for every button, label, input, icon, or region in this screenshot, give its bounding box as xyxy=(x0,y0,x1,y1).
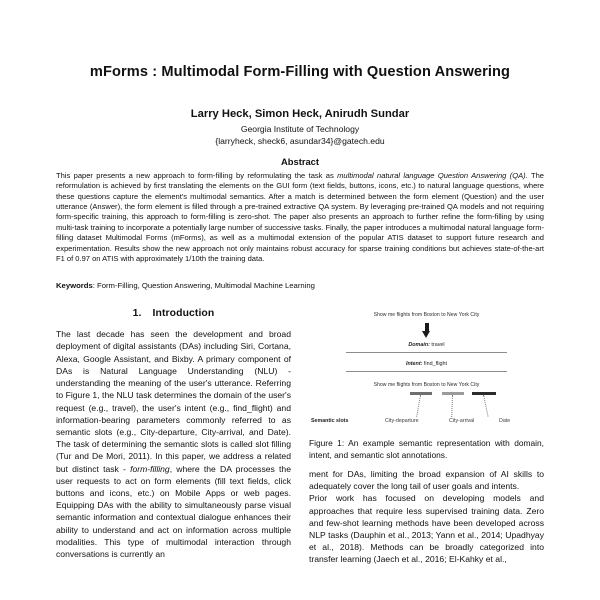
figure-1 xyxy=(309,308,544,461)
section-title: Introduction xyxy=(152,308,215,320)
slot-leader-line-1 xyxy=(416,395,421,417)
figure-1-caption xyxy=(309,438,544,461)
right-column-paragraph-1: ment for DAs, limiting the broad expansion of AI skills to adequately cover the long tail of user goals and intents. xyxy=(309,468,544,492)
abstract-heading: Abstract xyxy=(280,155,320,167)
section-number: 1. xyxy=(132,308,142,320)
abstract-text-a: This paper presents a new approach to form-filling by reformulating the task as xyxy=(56,170,338,180)
section-heading-introduction xyxy=(56,308,291,319)
figure-utterance-top: Show me flights from Boston to New York City xyxy=(373,312,480,319)
keywords xyxy=(56,281,544,292)
figure-caption-text: An example semantic representation with domain, intent, and semantic slot annotations. xyxy=(309,438,544,460)
author-list: Larry Heck, Simon Heck, Anirudh Sundar xyxy=(190,107,410,120)
figure-slot-3: Date xyxy=(499,418,511,425)
right-column-paragraph-2: Prior work has focused on developing models and approaches that require less supervised training data. Zero and few-shot learning methods have been developed across NLP tasks (Dauphin et al., 2013; Yann et al., 2014; Upadhyay et al., 2018). Methods can be broadly categorized into transfer learning (Jaech et al., 2016; El-Kahky et al., xyxy=(309,493,544,565)
figure-domain-row xyxy=(309,342,544,348)
slot-leader-line-2 xyxy=(451,395,453,417)
figure-divider-2 xyxy=(346,371,507,372)
figure-slot-1: City-departure xyxy=(385,418,419,425)
figure-1-graphic xyxy=(309,308,544,436)
intro-emphasis: form-filling xyxy=(130,463,170,474)
abstract-emphasis: multimodal natural language Question Answering (QA) xyxy=(337,170,526,180)
figure-intent-label: Intent: xyxy=(405,361,423,368)
keywords-value: : Form-Filling, Question Answering, Multimodal Machine Learning xyxy=(92,280,315,290)
intro-text-a: The last decade has seen the development and broad deployment of digital assistants (DAs) including Siri, Cortana, Alexa, Google Assistant, and Bixby. A primary component of DAs is Natural Language Understanding (NLU) - understanding the meaning of the user's utterance. Referring to Figure 1, the NLU task determines the domain of the user's request (e.g., travel), the user's intent (e.g., find_flight) and information-bearing parameters commonly referred to as semantic slots (e.g., City-departure, City-arrival, and Date). The task of determining the semantic slots is called slot filling (Tur and De Mori, 2011). In this paper, we address a related but distinct task - xyxy=(56,329,291,474)
two-column-body xyxy=(56,308,544,565)
figure-domain-label: Domain: xyxy=(408,342,430,349)
slot-leader-line-3 xyxy=(483,395,489,417)
figure-slots-title: Semantic slots xyxy=(311,418,349,425)
figure-domain-value: travel xyxy=(429,342,445,349)
figure-slot-2: City-arrival xyxy=(449,418,475,425)
figure-divider-1 xyxy=(346,352,507,353)
left-column xyxy=(56,308,291,565)
figure-intent-row xyxy=(309,361,544,367)
affiliation: Georgia Institute of Technology xyxy=(240,123,360,134)
right-column xyxy=(309,308,544,565)
figure-utterance-bottom: Show me flights from Boston to New York City xyxy=(373,382,480,389)
intro-paragraph xyxy=(56,328,291,560)
arrow-head xyxy=(422,331,430,338)
figure-intent-value: find_flight xyxy=(422,361,448,368)
page-title: mForms : Multimodal Form-Filling with Question Answering xyxy=(89,64,511,80)
figure-caption-label: Figure 1: xyxy=(309,438,345,449)
keywords-label: Keywords xyxy=(56,280,93,290)
intro-text-b: , where the DA processes the user requests to act on form elements (fill text fields, click buttons and icons, etc.) on Mobile Apps or web pages. Equipping DAs with the ability to simultaneously parse visual semantic information and contextual dialogue enhances their ability to understand and act on information across multiple modalities. This type of multimodal interaction through conversations is currently an xyxy=(56,463,291,559)
down-arrow-icon xyxy=(422,323,431,339)
abstract-text-b: . The reformulation is achieved by first translating the elements on the GUI form (text fields, buttons, icons, etc.) to natural language questions, where these questions capture the element's multimodal semantics. After a match is determined between the form element (Question) and the user utterance (Answer), the form element is filled through a pre-trained extractive QA system. By leveraging pre-trained QA models and not requiring form-specific training, this approach to form-filling is zero-shot. The paper also presents an approach to further refine the form-filling by using multi-task training to incorporate a potentially large number of successive tasks. Finally, the paper introduces a multimodal natural language form-filling dataset Multimodal Forms (mForms), as well as a multimodal extension of the popular ATIS dataset to support future research and experimentation. Results show the new approach not only maintains robust accuracy for sparse training conditions but achieves state-of-the-art F1 of 0.97 on ATIS with approximately 1/10th the training data. xyxy=(56,170,544,264)
abstract-body xyxy=(56,171,544,265)
author-emails: {larryheck, sheck6, asundar34}@gatech.edu xyxy=(215,135,385,146)
